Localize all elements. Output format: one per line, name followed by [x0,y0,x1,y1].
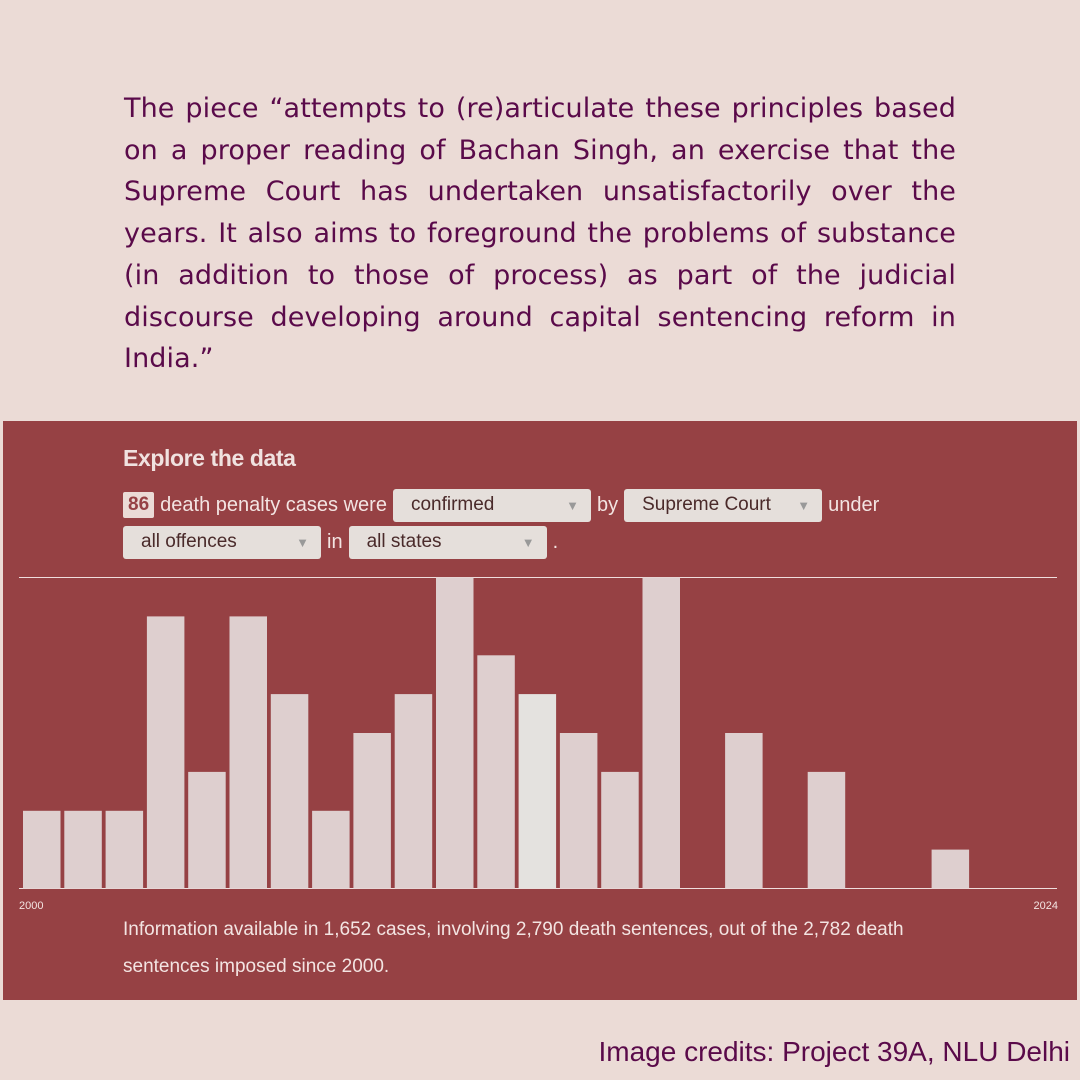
x-axis-start-label: 2000 [19,900,44,912]
data-explorer-panel [3,421,1077,1000]
chevron-down-icon: ▼ [797,497,811,513]
bar-2002[interactable] [106,811,144,889]
bar-2013[interactable] [560,733,598,889]
bar-2008[interactable] [353,733,391,889]
bar-2009[interactable] [395,694,433,888]
in-text: in [327,530,343,553]
bar-2003[interactable] [147,616,185,888]
chevron-down-icon: ▼ [521,534,535,550]
state-select-value: all states [366,531,442,552]
cases-were-text: death penalty cases were [160,493,387,516]
bar-2007[interactable] [312,811,350,889]
under-text: under [828,493,880,516]
panel-title: Explore the data [123,445,296,471]
bar-2001[interactable] [64,811,102,889]
chevron-down-icon: ▼ [296,534,309,550]
bar-chart [3,421,1077,901]
bar-2010[interactable] [436,578,474,889]
bar-2019[interactable] [808,772,846,889]
x-axis-end-label: 2024 [1033,900,1058,912]
bar-2004[interactable] [188,772,226,889]
bar-2017[interactable] [725,733,763,889]
offence-select-value: all offences [141,531,237,552]
bar-2022[interactable] [932,850,970,889]
chevron-down-icon: ▼ [566,497,579,513]
bar-2011[interactable] [477,655,515,888]
bar-2006[interactable] [271,694,309,888]
quote-text: The piece “attempts to (re)articulate these principles based on a proper reading of Bachan Singh, an exercise that the Supreme Court has undertaken unsatisfactorily over the years. It also aims to foreground the problems of substance (in addition to those of process) as part of the judicial discourse developing around capital sentencing reform in India.” [124,93,956,375]
bar-2015[interactable] [643,578,681,889]
outcome-select-value: confirmed [410,494,495,515]
bar-2012[interactable] [519,694,557,888]
bar-2014[interactable] [601,772,639,889]
case-count-badge: 86 [123,492,154,518]
data-footnote: Information available in 1,652 cases, involving 2,790 death sentences, out of the 2,782 death sentences imposed since 2000. [123,919,904,977]
period-text: . [552,530,559,553]
by-text: by [596,493,619,516]
image-credits: Image credits: Project 39A, NLU Delhi [598,1036,1070,1067]
bar-2005[interactable] [230,616,268,888]
court-select-value: Supreme Court [642,494,771,515]
bar-2000[interactable] [23,811,61,889]
